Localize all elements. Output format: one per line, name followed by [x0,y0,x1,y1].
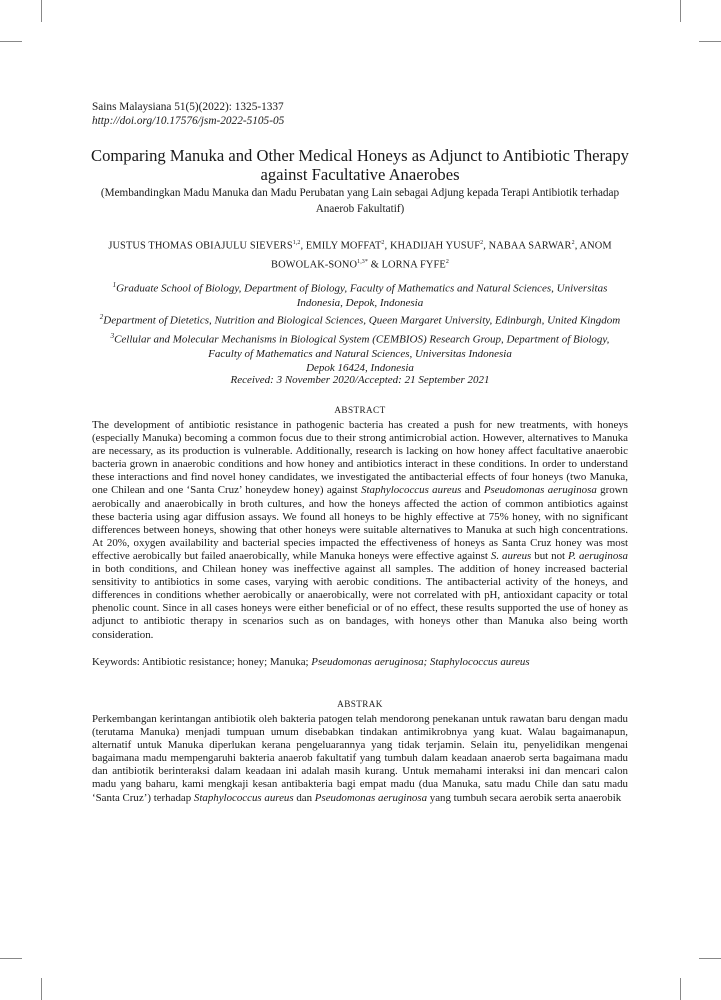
crop-mark [41,0,42,22]
species-name: P. aeruginosa [568,549,628,562]
abstract-heading: ABSTRACT [334,405,386,415]
journal-doi[interactable]: http://doi.org/10.17576/jsm-2022-5105-05 [92,115,285,127]
author-affiliation-mark: 1,2 [292,240,301,246]
keywords [92,656,628,669]
species-name: Pseudomonas aeruginosa [314,791,428,804]
crop-mark [0,958,22,959]
keywords-species: Pseudomonas aeruginosa; Staphylococcus aureus [311,656,530,668]
author-list [92,235,628,274]
paper-title [60,146,660,184]
author-separator: , [384,240,390,252]
crop-mark [41,978,42,1000]
affiliation-text: Graduate School of Biology, Department of Biology, Faculty of Mathematics and Natural Sciences, Universitas [116,282,608,295]
crop-mark [699,41,721,42]
affiliations [92,278,628,375]
affiliation-text: Department of Dietetics, Nutrition and Biological Sciences, Queen Margaret University, Edinburgh, United Kingdom [103,315,621,328]
abstrak-text: dan [293,791,315,804]
author-separator: , [483,240,489,252]
affiliation-1-cont: Indonesia, Depok, Indonesia [296,297,424,310]
affiliation-1 [92,278,628,296]
author-name: EMILY MOFFAT [305,240,382,252]
title-line: against Facultative Anaerobes [260,165,460,184]
author-separator: & [368,259,382,271]
subtitle-line: Anaerob Fakultatif) [315,203,405,215]
abstrak-heading: ABSTRAK [337,699,383,709]
affiliation-3-cont: Depok 16424, Indonesia [306,362,414,374]
affiliation-text: Cellular and Molecular Mechanisms in Biological System (CEMBIOS) Research Group, Department of Biology, [114,333,610,346]
author-name: LORNA FYFE [381,259,446,271]
author-affiliation-mark: 2 [381,240,385,246]
author-separator: , [574,240,580,252]
crop-mark [680,978,681,1000]
title-line: Comparing Manuka and Other Medical Honeys as Adjunct to Antibiotic Therapy [91,146,629,165]
affiliation-3-cont: Faculty of Mathematics and Natural Sciences, Universitas Indonesia [208,347,512,360]
author-affiliation-mark: 1,3* [357,259,369,266]
abstrak-text: Perkembangan kerintangan antibiotik oleh bakteria patogen telah mendorong penekanan untuk rawatan baru dengan madu (terutama Manuka) menjadi tumpuan umum disebabkan tindakan antimikrobnya yang kuat. Walau bagaimanapun, alternatif untuk Manuka diperlukan kerana pengeluarannya yang tidak terjamin. Selain itu, penyelidikan mengenai bagaimana madu mempengaruhi bakteria anaerob fakultatif yang tumbuh dalam keadaan anaerob serta bagaimana madu dan antibiotik berinteraksi dalam keadaan ini adalah masih kurang. Untuk memahami interaksi ini dan mencari calon madu yang baharu, kami mengkaji kesan antibakteria bagi empat madu (dua Manuka, satu madu Chile dan satu madu ‘Santa Cruz’) terhadap [92,713,628,804]
author-name: JUSTUS THOMAS OBIAJULU SIEVERS [108,240,293,252]
abstrak-text: yang tumbuh secara aerobik serta anaerobik [427,791,622,804]
author-name: ANOM BOWOLAK-SONO [271,240,612,271]
abstract-text: but not [531,549,569,562]
author-affiliation-mark: 2 [480,240,484,246]
author-separator: , [300,240,306,252]
abstract-text: in both conditions, and Chilean honey was ineffective against all samples. The addition of honey increased bacterial sensitivity to antibiotics in some cases, varying with aerobic conditions. The antibacterial activity of the honeys, and differences in conditions whether aerobically or anaerobically, were not correlated with pH, antioxidant capacity or total phenolic count. Since in all cases honeys were either beneficial or of no effect, these results supported the use of honey as adjunct to antibiotic therapy in scenarios such as on bandages, with honeys other than Manuka also being worth consideration. [92,563,628,641]
crop-mark [699,958,721,959]
keywords-list: Antibiotic resistance; honey; Manuka; [141,656,312,668]
crop-mark [0,41,22,42]
abstract-text: The development of antibiotic resistance in pathogenic bacteria has created a push for new treatments, with honeys (especially Manuka) becoming a common focus due to their strong antimicrobial action. However, alternatives to Manuka are necessary, as its production is vulnerable. Additionally, research is lacking on how honey affect facultative anaerobic bacteria grown in anaerobic conditions and how honey and antibiotics interact in these conditions. In order to understand these interactions and find novel honey candidates, we investigated the antibacterial effects of four honeys (two Manuka, one Chilean and one ‘Santa Cruz’ honeydew honey) against [92,419,628,497]
author-name: NABAA SARWAR [488,240,572,252]
author-name: KHADIJAH YUSUF [389,240,481,252]
author-affiliation-mark: 2 [571,240,575,246]
abstrak-body [92,713,628,805]
affiliation-number: 2 [99,313,104,322]
received-dates: Received: 3 November 2020/Accepted: 21 September 2021 [230,374,490,386]
subtitle-line: (Membandingkan Madu Manuka dan Madu Perubatan yang Lain sebagai Adjung kepada Terapi Antibiotik terhadap [100,187,620,199]
affiliation-3 [92,329,628,347]
species-name: Pseudomonas aeruginosa [483,484,597,497]
journal-citation: Sains Malaysiana 51(5)(2022): 1325-1337 [92,101,284,113]
species-name: S. aureus [490,549,532,562]
affiliation-2 [92,310,628,328]
species-name: Staphylococcus aureus [193,791,294,804]
affiliation-number: 3 [110,331,115,340]
author-affiliation-mark: 2 [445,259,449,266]
abstract-text: and [461,484,484,497]
affiliation-number: 1 [112,281,117,289]
journal-header [92,100,284,128]
keywords-label: Keywords: [92,656,142,668]
abstract-body [92,419,628,642]
crop-mark [680,0,681,22]
abstract-text: grown aerobically and anaerobically in broth cultures, and how the honeys affected the action of common antibiotics against these bacteria using agar diffusion assays. We found all honeys to be highly effective at 75% honey, with no significant differences between honeys, showing that other honeys were suitable alternatives to Manuka at such high concentrations. At 20%, oxygen availability and bacterial species impacted the effectiveness of honeys as Santa Cruz honey was most effective aerobically but failed anaerobically, while Manuka honeys were effective against [92,484,628,562]
paper-subtitle [92,185,628,217]
species-name: Staphylococcus aureus [361,484,462,497]
